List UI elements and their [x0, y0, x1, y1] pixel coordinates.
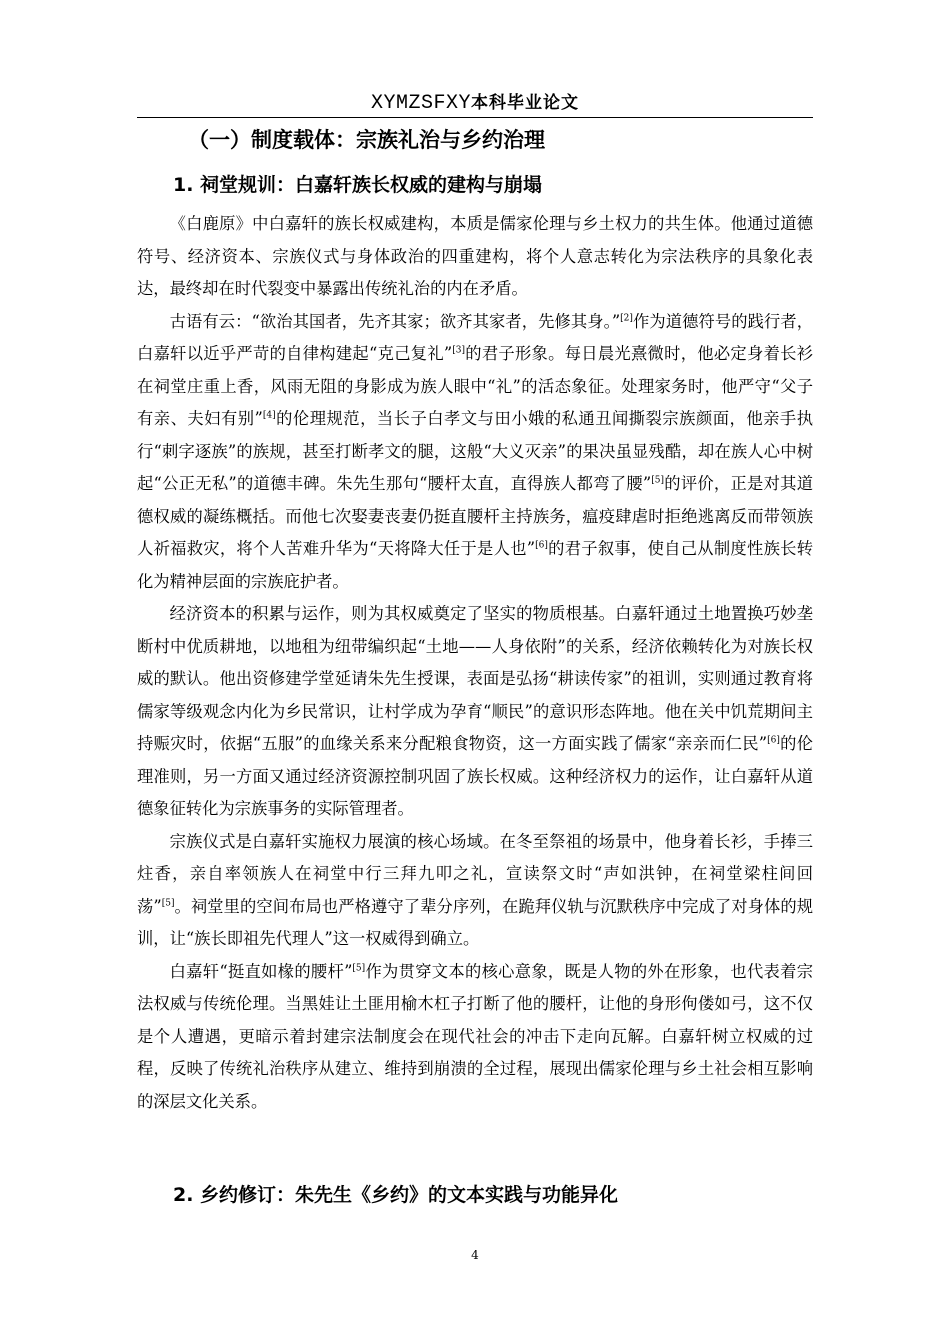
paragraph: 古语有云：“欲治其国者，先齐其家；欲齐其家者，先修其身。”[2]作为道德符号的践行者，白嘉轩以近乎严苛的自律构建起“克己复礼”[3]的君子形象。每日晨光熹微时，他必定身着长衫在祠堂庄重上香，风雨无阻的身影成为族人眼中“礼”的活态象征。处理家务时，他严守“父子有亲、夫妇有别”[4]的伦理规范，当长子白孝文与田小娥的私通丑闻撕裂宗族颜面，他亲手执行“刺字逐族”的族规，甚至打断孝文的腿，这般“大义灭亲”的果决虽显残酷，却在族人心中树起“公正无私”的道德丰碑。朱先生那句“腰杆太直，直得族人都弯了腰”[5]的评价，正是对其道德权威的凝练概括。而他七次娶妻丧妻仍挺直腰杆主持族务，瘟疫肆虐时拒绝逃离反而带领族人祈福救灾，将个人苦难升华为“天将降大任于是人也”[6]的君子叙事，使自己从制度性族长转化为精神层面的宗族庇护者。 — [137, 311, 813, 591]
paragraph: 宗族仪式是白嘉轩实施权力展演的核心场域。在冬至祭祖的场景中，他身着长衫，手捧三炷香，亲自率领族人在祠堂中行三拜九叩之礼，宣读祭文时“声如洪钟，在祠堂梁柱间回荡”[5]。祠堂里的空间布局也严格遵守了辈分序列，在跪拜仪轨与沉默秩序中完成了对身体的规训，让“族长即祖先代理人”这一权威得到确立。 — [137, 831, 813, 948]
citation-marker: [2] — [620, 313, 633, 324]
citation-marker: [6] — [767, 735, 780, 746]
subsection-heading-2: 2. 乡约修订：朱先生《乡约》的文本实践与功能异化 — [173, 1184, 619, 1206]
citation-marker: [5] — [651, 475, 664, 486]
paragraph: 经济资本的积累与运作，则为其权威奠定了坚实的物质根基。白嘉轩通过土地置换巧妙垄断村中优质耕地，以地租为纽带编织起“土地——人身依附”的关系，经济依赖转化为对族长权威的默认。他出资修建学堂延请朱先生授课，表面是弘扬“耕读传家”的祖训，实则通过教育将儒家等级观念内化为乡民常识，让村学成为孕育“顺民”的意识形态阵地。他在关中饥荒期间主持赈灾时，依据“五服”的血缘关系来分配粮食物资，这一方面实践了儒家“亲亲而仁民”[6]的伦理准则，另一方面又通过经济资源控制巩固了族长权威。这种经济权力的运作，让白嘉轩从道德象征转化为宗族事务的实际管理者。 — [137, 604, 813, 818]
citation-marker: [3] — [452, 345, 465, 356]
header-code: XYMZSFXY — [370, 92, 471, 115]
citation-marker: [5] — [352, 963, 366, 974]
subsection-heading-1: 1. 祠堂规训：白嘉轩族长权威的建构与崩塌 — [173, 174, 543, 196]
page-number: 4 — [471, 1248, 479, 1262]
citation-marker: [5] — [161, 898, 175, 909]
section-heading: （一）制度载体：宗族礼治与乡约治理 — [188, 128, 545, 152]
document-header — [0, 88, 950, 115]
header-suffix: 本科毕业论文 — [471, 93, 579, 113]
body-text — [137, 208, 813, 1118]
paragraph: 白嘉轩“挺直如椽的腰杆”[5]作为贯穿文本的核心意象，既是人物的外在形象，也代表着宗法权威与传统伦理。当黑娃让土匪用榆木杠子打断了他的腰杆，让他的身形佝偻如弓，这不仅是个人遭遇，更暗示着封建宗法制度会在现代社会的冲击下走向瓦解。白嘉轩树立权威的过程，反映了传统礼治秩序从建立、维持到崩溃的全过程，展现出儒家伦理与乡土社会相互影响的深层文化关系。 — [137, 961, 813, 1111]
citation-marker: [6] — [535, 540, 548, 551]
header-rule — [137, 117, 813, 118]
paragraph: 《白鹿原》中白嘉轩的族长权威建构，本质是儒家伦理与乡土权力的共生体。他通过道德符号、经济资本、宗族仪式与身体政治的四重建构，将个人意志转化为宗法秩序的具象化表达，最终却在时代裂变中暴露出传统礼治的内在矛盾。 — [137, 214, 813, 298]
citation-marker: [4] — [262, 410, 276, 421]
